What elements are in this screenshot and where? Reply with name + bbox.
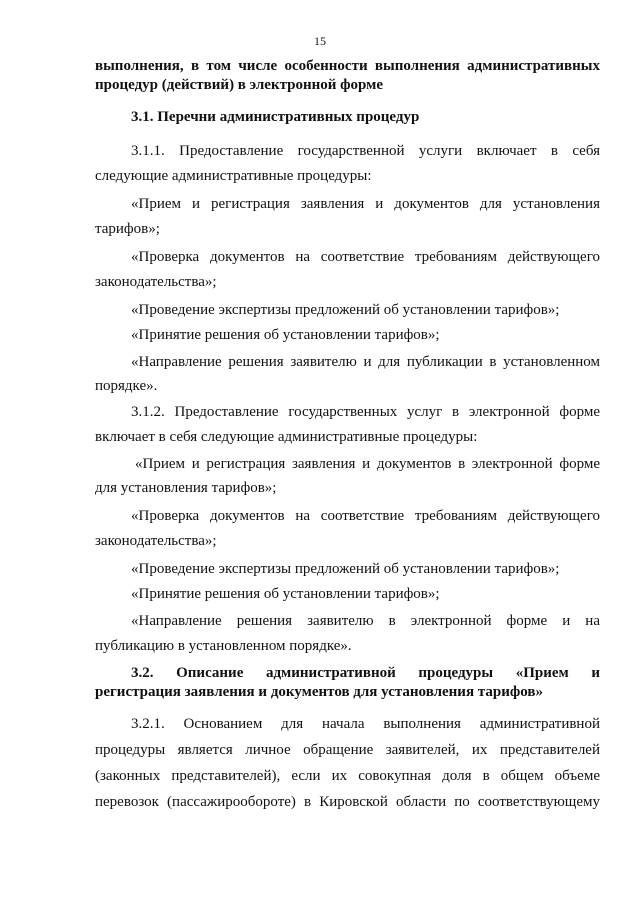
text-line: 3.1.1. Предоставление государственной услуги включает в себя — [131, 143, 600, 159]
text-line: публикацию в установленном порядке». — [95, 638, 352, 654]
text-line: 3.2. Описание административной процедуры «Прием и — [131, 665, 600, 681]
page-number: 15 — [314, 34, 326, 48]
text-line: «Проведение экспертизы предложений об установлении тарифов»; — [131, 302, 560, 318]
text-line: «Проверка документов на соответствие требованиям действующего — [131, 508, 600, 524]
text-line: «Прием и регистрация заявления и документов для установления — [131, 196, 600, 212]
text-line: выполнения, в том числе особенности выполнения административных — [95, 58, 600, 74]
text-line: законодательства»; — [95, 533, 217, 549]
text-line: «Принятие решения об установлении тарифов»; — [131, 327, 440, 343]
text-line: процедуры является личное обращение заявителей, их представителей — [95, 742, 600, 758]
text-line: 3.1. Перечни административных процедур — [131, 109, 420, 125]
text-line: для установления тарифов»; — [95, 480, 277, 496]
text-line: «Проведение экспертизы предложений об установлении тарифов»; — [131, 561, 560, 577]
text-line: перевозок (пассажирообороте) в Кировской области по соответствующему — [95, 794, 600, 810]
text-line: «Прием и регистрация заявления и документов в электронной форме — [135, 456, 600, 472]
text-line: включает в себя следующие административные процедуры: — [95, 429, 478, 445]
text-line: процедур (действий) в электронной форме — [95, 77, 384, 93]
text-line: «Направление решения заявителю в электронной форме и на — [131, 613, 600, 629]
text-line: «Проверка документов на соответствие требованиям действующего — [131, 249, 600, 265]
text-line: (законных представителей), если их совокупная доля в общем объеме — [95, 768, 600, 784]
text-line: 3.2.1. Основанием для начала выполнения административной — [131, 716, 600, 732]
text-line: 3.1.2. Предоставление государственных услуг в электронной форме — [131, 404, 600, 420]
text-line: «Направление решения заявителю и для публикации в установленном — [131, 354, 600, 370]
text-line: тарифов»; — [95, 221, 160, 237]
text-line: следующие административные процедуры: — [95, 168, 372, 184]
text-line: регистрация заявления и документов для установления тарифов» — [95, 684, 543, 700]
text-line: «Принятие решения об установлении тарифов»; — [131, 586, 440, 602]
text-line: законодательства»; — [95, 274, 217, 290]
text-line: порядке». — [95, 378, 158, 394]
